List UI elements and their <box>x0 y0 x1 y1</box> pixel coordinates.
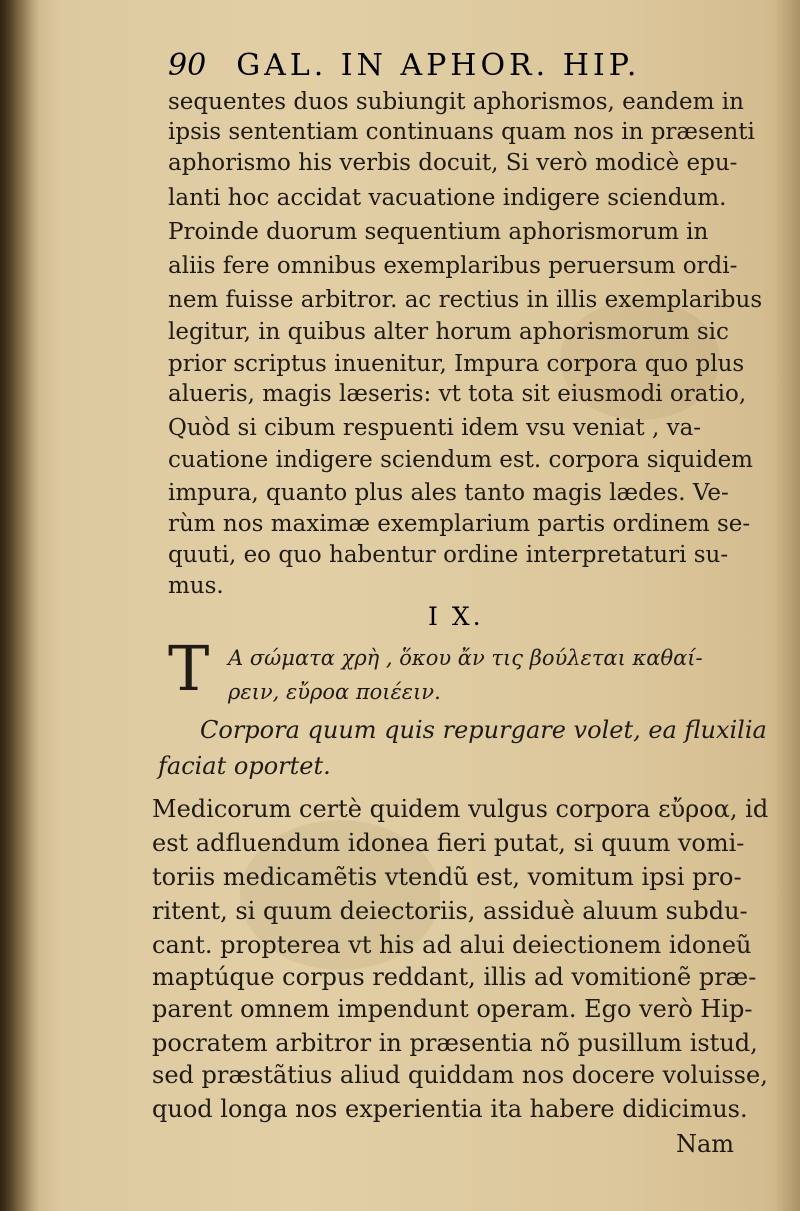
commentary-line: aphorismo his verbis docuit, Si verò modicè epu- <box>168 150 738 176</box>
commentary-line: Quòd si cibum respuenti idem vsu veniat , va- <box>168 415 702 441</box>
commentary-line: impura, quanto plus ales tanto magis lædes. Ve- <box>168 480 729 506</box>
commentary-line: quuti, eo quo habentur ordine interpretaturi su- <box>168 542 729 568</box>
running-header <box>168 48 708 88</box>
commentary-line: rùm nos maximæ exemplarium partis ordinem se- <box>168 511 751 537</box>
commentary-line: ipsis sententiam continuans quam nos in præsenti <box>168 119 755 145</box>
commentary-line: quod longa nos experientia ita habere didicimus. <box>152 1095 748 1123</box>
commentary-line: cant. propterea vt his ad alui deiectionem idoneũ <box>152 931 752 959</box>
commentary-line: nem fuisse arbitror. ac rectius in illis exemplaribus <box>168 287 763 313</box>
commentary-line: maptúque corpus reddant, illis ad vomitionẽ præ- <box>152 963 757 991</box>
commentary-line: toriis medicamẽtis vtendũ est, vomitum ipsi pro- <box>152 863 742 891</box>
commentary-line: legitur, in quibus alter horum aphorismorum sic <box>168 319 729 345</box>
page-gutter <box>0 0 40 1211</box>
page-edge <box>776 0 800 1211</box>
commentary-line: Proinde duorum sequentium aphorismorum in <box>168 219 709 245</box>
commentary-line: cuatione indigere sciendum est. corpora siquidem <box>168 447 753 473</box>
page-number: 90 <box>168 48 207 83</box>
catchword: Nam <box>676 1130 735 1158</box>
commentary-line: mus. <box>168 573 224 599</box>
commentary-line: ritent, si quum deiectoriis, assiduè aluum subdu- <box>152 897 748 925</box>
commentary-line: sequentes duos subiungit aphorismos, eandem in <box>168 89 744 115</box>
commentary-line: parent omnem impendunt operam. Ego verò Hip- <box>152 995 753 1023</box>
commentary-line: sed præstãtius aliud quiddam nos docere voluisse, <box>152 1061 768 1089</box>
commentary-line: aliis fere omnibus exemplaribus peruersum ordi- <box>168 253 738 279</box>
commentary-line: prior scriptus inuenitur, Impura corpora quo plus <box>168 351 745 377</box>
aphorism-number: I X. <box>428 602 484 631</box>
commentary-line: est adfluendum idonea fieri putat, si quum vomi- <box>152 829 745 857</box>
commentary-line: Medicorum certè quidem vulgus corpora εὔροα, id <box>152 795 769 823</box>
latin-aphorism-line: faciat oportet. <box>158 752 331 780</box>
drop-initial: T <box>168 632 210 705</box>
running-title: GAL. IN APHOR. HIP. <box>236 48 641 83</box>
commentary-line: alueris, magis læseris: vt tota sit eiusmodi oratio, <box>168 381 747 407</box>
commentary-line: lanti hoc accidat vacuatione indigere sciendum. <box>168 185 727 211</box>
greek-text-line: ρειν, εὔροα ποιέειν. <box>228 680 441 704</box>
commentary-line: pocratem arbitror in præsentia nõ pusillum istud, <box>152 1029 758 1057</box>
latin-aphorism-line: Corpora quum quis repurgare volet, ea fluxilia <box>200 716 767 744</box>
greek-text-line: Α σώματα χρὴ , ὅκου ἄν τις βούλεται καθαί- <box>228 646 703 670</box>
